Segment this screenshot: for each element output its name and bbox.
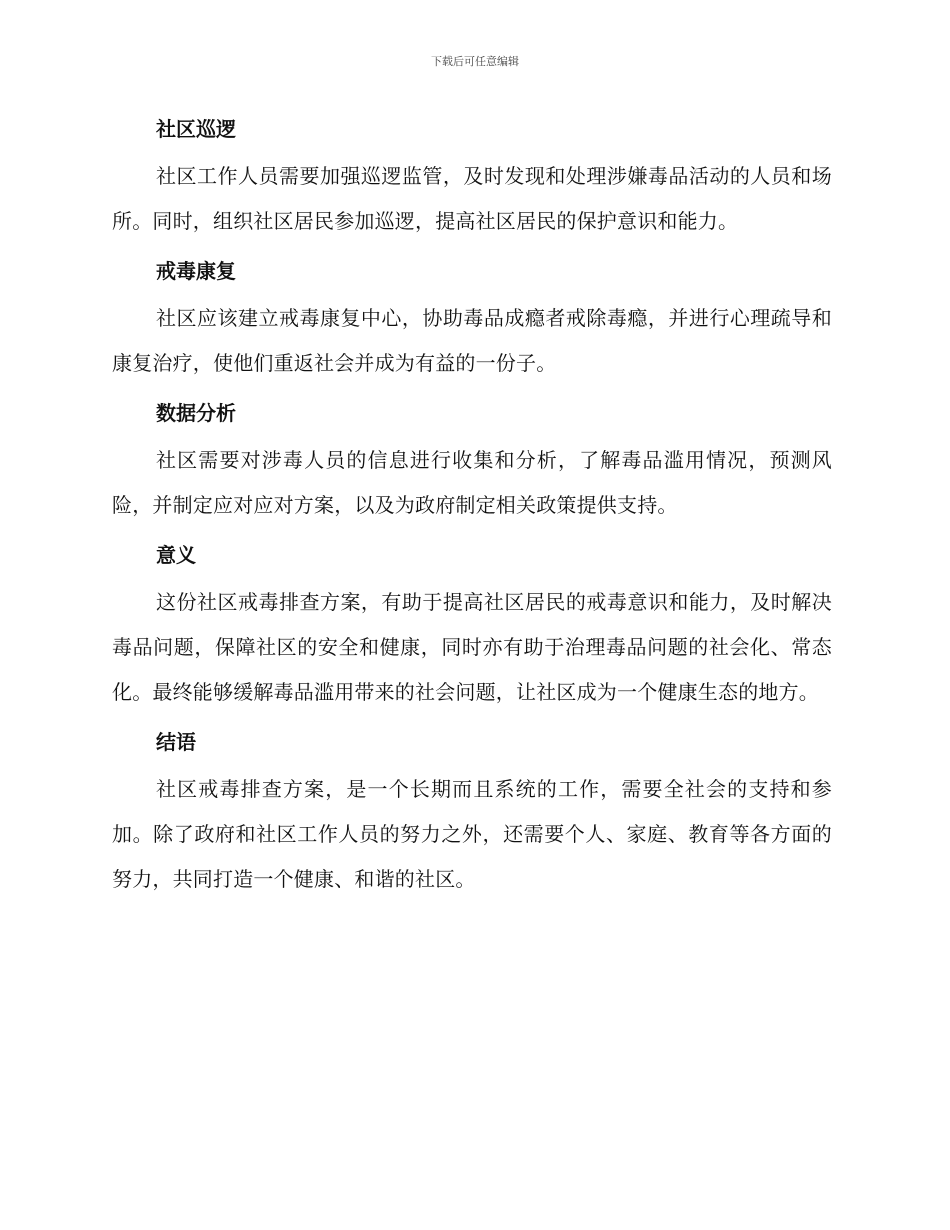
section-paragraph: 这份社区戒毒排查方案，有助于提高社区居民的戒毒意识和能力，及时解决毒品问题，保障社区的安全和健康，同时亦有助于治理毒品问题的社会化、常态化。最终能够缓解毒品滥用带来的社会问题，让社区成为一个健康生态的地方。 <box>112 590 832 704</box>
section-paragraph: 社区需要对涉毒人员的信息进行收集和分析，了解毒品滥用情况，预测风险，并制定应对应对方案，以及为政府制定相关政策提供支持。 <box>112 448 832 517</box>
section-significance <box>112 538 832 715</box>
section-paragraph: 社区戒毒排查方案，是一个长期而且系统的工作，需要全社会的支持和参加。除了政府和社区工作人员的努力之外，还需要个人、家庭、教育等各方面的努力，共同打造一个健康、和谐的社区。 <box>112 777 832 891</box>
page-header-note: 下载后可任意编辑 <box>431 55 519 68</box>
section-heading: 数据分析 <box>156 401 236 425</box>
section-conclusion <box>112 725 832 902</box>
section-heading: 戒毒康复 <box>156 259 236 283</box>
section-heading: 结语 <box>156 730 196 754</box>
section-paragraph: 社区工作人员需要加强巡逻监管，及时发现和处理涉嫌毒品活动的人员和场所。同时，组织社区居民参加巡逻，提高社区居民的保护意识和能力。 <box>112 164 832 233</box>
section-heading: 意义 <box>156 543 196 567</box>
document-content <box>112 112 832 912</box>
section-rehab <box>112 254 832 386</box>
section-data-analysis <box>112 396 832 528</box>
section-patrol <box>112 112 832 244</box>
section-heading: 社区巡逻 <box>156 117 236 141</box>
section-paragraph: 社区应该建立戒毒康复中心，协助毒品成瘾者戒除毒瘾，并进行心理疏导和康复治疗，使他们重返社会并成为有益的一份子。 <box>112 306 832 375</box>
